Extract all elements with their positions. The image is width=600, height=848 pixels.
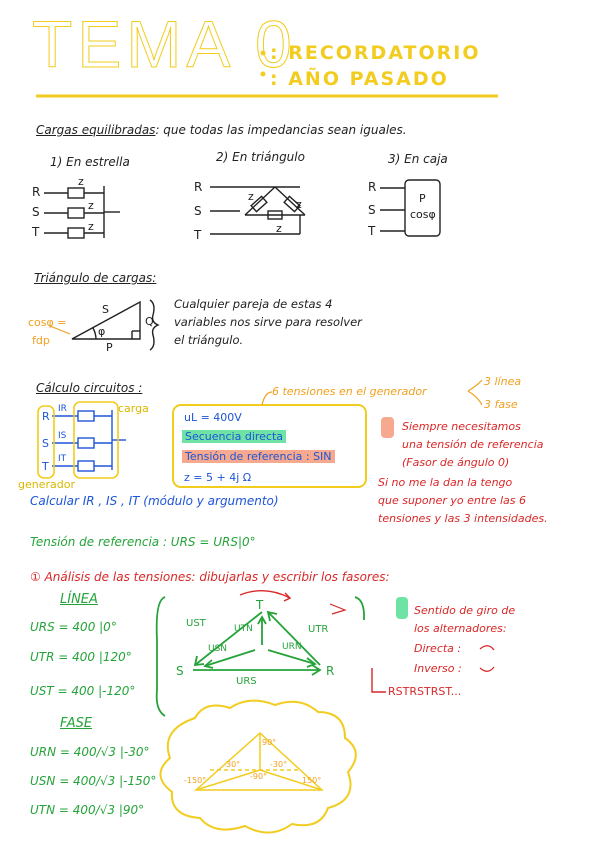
diagram-urs: URS <box>236 676 257 687</box>
sequence: RSTRSTRST... <box>388 685 462 698</box>
box-secuencia: Secuencia directa <box>182 430 286 443</box>
diagram-r: R <box>326 664 335 678</box>
tri-r: R <box>194 180 203 194</box>
lt-note-3: el triángulo. <box>174 333 244 347</box>
rotation-3: Directa : <box>414 642 462 655</box>
triangle-label: 2) En triángulo <box>216 150 305 164</box>
lt-s: S <box>102 303 109 316</box>
title-main: TEMA 0 <box>32 7 297 81</box>
red-note-1: Siempre necesitamos <box>402 420 521 433</box>
generador-label: generador <box>18 478 75 491</box>
red-note2-2: que suponer yo entre las 6 <box>378 494 526 507</box>
gen-fase: 3 fase <box>484 398 518 411</box>
calc-s: S <box>42 437 49 450</box>
cloud <box>160 701 355 833</box>
fase-heading: FASE <box>60 716 93 731</box>
fase-urn: URN = 400/√3 |-30° <box>30 745 150 759</box>
box-referencia: Tensión de referencia : SIN <box>182 450 335 463</box>
rotation-4: Inverso : <box>414 662 462 675</box>
tri-t: T <box>194 228 202 242</box>
star-z1: z <box>78 175 84 188</box>
calc-it: IT <box>58 454 67 464</box>
linea-utr: UTR = 400 |120° <box>30 650 132 664</box>
linea-heading: LÍNEA <box>60 592 98 607</box>
tri-z3: z <box>276 222 282 235</box>
gen-note: 6 tensiones en el generador <box>272 385 427 398</box>
box-r: R <box>368 180 377 194</box>
tri-z2: z <box>296 198 302 211</box>
lt-p: P <box>106 341 113 354</box>
star-t: T <box>32 225 40 239</box>
diagram-utr: UTR <box>308 624 329 635</box>
rotation-2: los alternadores: <box>414 622 507 635</box>
diagram-usn: USN <box>208 644 228 654</box>
cloud-angle-30: 30° <box>226 760 241 769</box>
gen-note-pointer <box>262 392 272 405</box>
red-note2-1: Si no me la dan la tengo <box>378 476 513 489</box>
gen-linea: 3 línea <box>484 375 522 388</box>
box-cos: cosφ <box>410 208 436 221</box>
calc-r: R <box>42 410 50 423</box>
load-triangle-heading: Triángulo de cargas: <box>34 271 157 285</box>
star-circuit <box>44 186 120 238</box>
fase-utn: UTN = 400/√3 |90° <box>30 803 145 817</box>
lt-note-1: Cualquier pareja de estas 4 <box>174 297 333 311</box>
star-label: 1) En estrella <box>50 155 130 169</box>
inverse-arrow <box>480 667 494 671</box>
fase-usn: USN = 400/√3 |-150° <box>30 774 157 788</box>
red-marker <box>381 417 394 438</box>
red-note-3: (Fasor de ángulo 0) <box>402 456 510 469</box>
calc-heading: Cálculo circuitos : <box>36 381 143 395</box>
lt-fdp: fdp <box>32 334 50 347</box>
analysis-heading: ① Análisis de las tensiones: dibujarlas y escribir los fasores: <box>30 570 390 584</box>
cloud-angle-150: 150° <box>302 776 322 785</box>
title-sub-line2: : AÑO PASADO <box>270 68 449 90</box>
diagram-ust: UST <box>186 618 206 629</box>
ref-line: Tensión de referencia : URS = URS|0° <box>30 535 256 549</box>
diagram-utn: UTN <box>234 624 253 634</box>
star-z3: z <box>88 220 94 233</box>
box-t: T <box>368 224 376 238</box>
lt-cos: cosφ = <box>28 316 67 329</box>
rotation-1: Sentido de giro de <box>414 604 516 617</box>
direct-arrow <box>480 646 494 650</box>
box-z: z = 5 + 4j Ω <box>184 471 252 484</box>
diagram-urn: URN <box>282 642 302 652</box>
title-sub-line1: : RECORDATORIO <box>270 42 481 64</box>
star-r: R <box>32 185 41 199</box>
star-s: S <box>32 205 40 219</box>
linea-ust: UST = 400 |-120° <box>30 684 136 698</box>
tri-z1: z <box>248 190 254 203</box>
linea-urs: URS = 400 |0° <box>30 620 117 634</box>
calc-t: T <box>42 460 49 473</box>
gen-brace <box>468 380 482 405</box>
tri-s: S <box>194 204 202 218</box>
box-p: P <box>419 192 426 205</box>
star-z2: z <box>88 199 94 212</box>
balanced-heading-row <box>36 123 407 137</box>
calc-line: Calcular IR , IS , IT (módulo y argumento) <box>30 494 279 508</box>
cloud-angle-m90: -90° <box>250 772 268 781</box>
red-note-2: una tensión de referencia <box>402 438 544 451</box>
lt-q: Q <box>145 315 154 328</box>
lt-note-2: variables nos sirve para resolver <box>174 315 362 329</box>
box-label: 3) En caja <box>388 152 448 166</box>
cloud-angle-m30: -30° <box>270 760 288 769</box>
box-ul: uL = 400V <box>184 411 242 424</box>
box-s: S <box>368 203 376 217</box>
red-note2-3: tensiones y las 3 intensidades. <box>378 512 548 525</box>
calc-is: IS <box>58 431 67 441</box>
diagram-s: S <box>176 664 184 678</box>
cloud-angle-90: 90° <box>262 738 277 747</box>
calc-ir: IR <box>58 404 67 414</box>
diagram-t: T <box>256 598 264 612</box>
cloud-angle-m150: -150° <box>184 776 207 785</box>
triangle-circuit <box>210 187 305 234</box>
carga-label: carga <box>118 402 149 415</box>
sequence-pointer <box>372 668 386 692</box>
balanced-text: : que todas las impedancias sean iguales. <box>155 123 407 137</box>
green-marker <box>396 597 408 619</box>
lt-phi: φ <box>98 325 106 338</box>
balanced-heading: Cargas equilibradas <box>36 123 156 137</box>
